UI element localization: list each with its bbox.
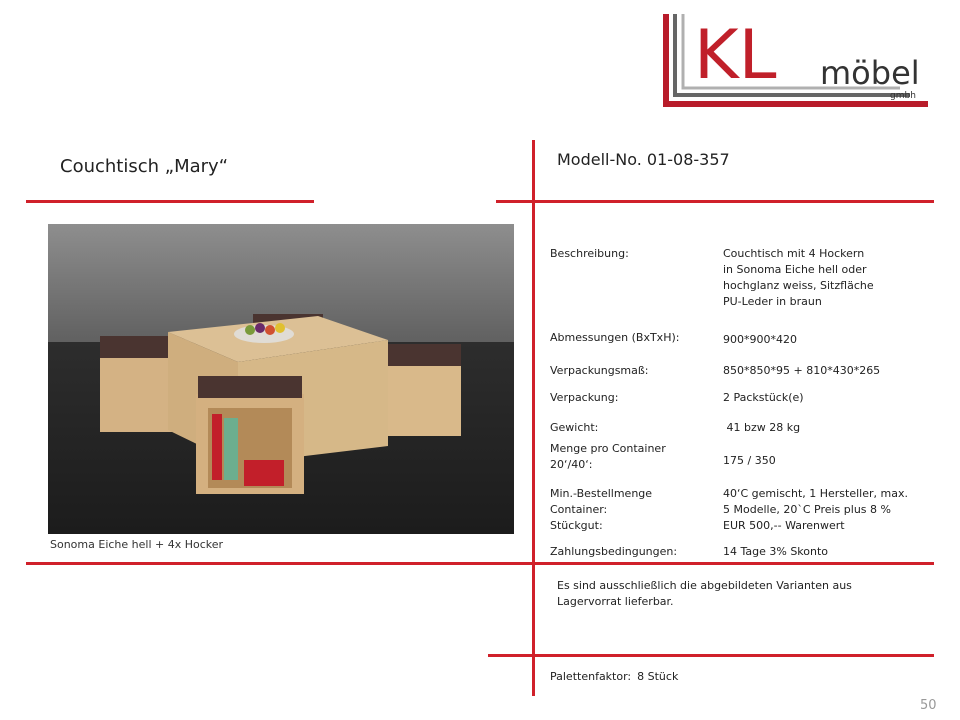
product-photo (48, 224, 514, 534)
spec-value-verpackungsmass: 850*850*95 + 810*430*265 (723, 364, 881, 377)
spec-value-beschreibung: Couchtisch mit 4 Hockern in Sonoma Eiche hell oder hochglanz weiss, Sitzfläche PU-Leder in braun (723, 247, 874, 308)
spec-label-verpackung: Verpackung: (550, 391, 619, 404)
vertical-divider (532, 140, 535, 696)
spec-value-gewicht: 41 bzw 28 kg (723, 421, 801, 434)
spec-value-menge-container: 175 / 350 (723, 454, 776, 467)
spec-value-mindestbestellmenge: 40‘C gemischt, 1 Hersteller, max. 5 Modelle, 20`C Preis plus 8 % EUR 500,-- Warenwert (723, 487, 908, 532)
spec-label-abmessungen: Abmessungen (BxTxH): (550, 331, 680, 344)
product-title: Couchtisch „Mary“ (60, 156, 229, 177)
spec-label-zahlungsbedingungen: Zahlungsbedingungen: (550, 545, 678, 558)
availability-note: Es sind ausschließlich die abgebildeten Varianten aus Lagervorrat lieferbar. (557, 579, 852, 608)
spec-label-beschreibung: Beschreibung: (550, 247, 629, 260)
logo-kl: KL (694, 16, 777, 95)
logo-sub: gmbh (890, 91, 916, 101)
photo-caption: Sonoma Eiche hell + 4x Hocker (50, 538, 224, 551)
spec-label-mindestbestellmenge: Min.-Bestellmenge Container: Stückgut: (550, 487, 653, 532)
spec-label-gewicht: Gewicht: (550, 421, 599, 434)
spec-label-verpackungsmass: Verpackungsmaß: (550, 364, 649, 377)
rule-bottom (488, 654, 934, 657)
spec-value-abmessungen: 900*900*420 (723, 333, 797, 346)
spec-value-zahlungsbedingungen: 14 Tage 3% Skonto (723, 545, 829, 558)
brand-logo (660, 10, 930, 110)
palette-factor (550, 670, 678, 683)
page-number: 50 (920, 698, 937, 713)
rule-left-top (26, 200, 314, 203)
spec-value-verpackung: 2 Packstück(e) (723, 391, 804, 404)
logo-word: möbel (820, 54, 920, 92)
spec-label-menge-container: Menge pro Container 20‘/40‘: (550, 442, 666, 471)
palette-factor-value: 8 Stück (637, 670, 679, 683)
model-number: Modell-No. 01-08-357 (557, 150, 730, 169)
palette-factor-label: Palettenfaktor: (550, 670, 632, 683)
rule-mid (26, 562, 934, 565)
rule-right-top (496, 200, 934, 203)
